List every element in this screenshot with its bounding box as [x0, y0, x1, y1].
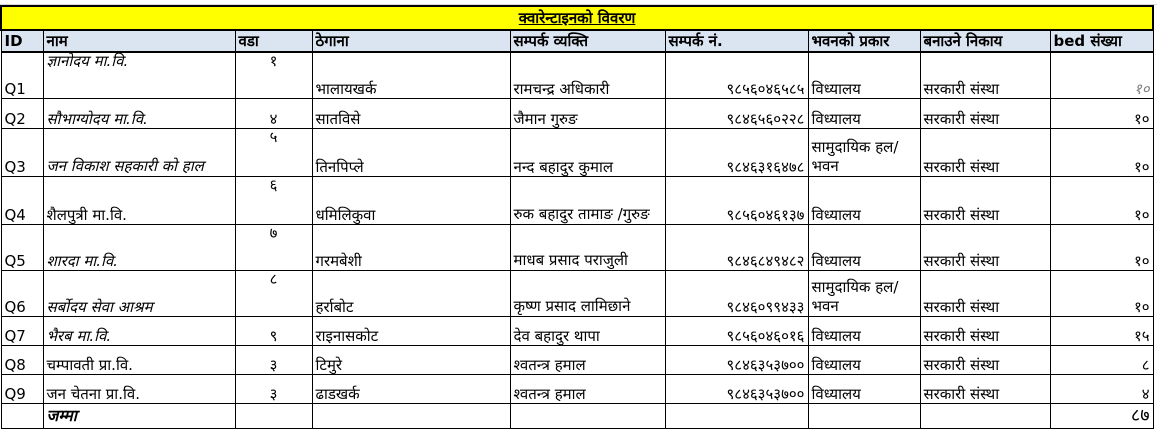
cell-building[interactable]: सामुदायिक हल/भवन	[808, 128, 920, 176]
cell-phone[interactable]: ९८४६५६०२२८	[665, 98, 808, 128]
cell-ward[interactable]: ४	[235, 98, 312, 128]
cell-ward[interactable]: ६	[235, 176, 312, 224]
table-row	[1, 52, 1153, 98]
cell-building[interactable]: विध्यालय	[808, 176, 920, 224]
cell-beds[interactable]: १०	[1050, 176, 1153, 224]
cell-ward[interactable]: १	[235, 52, 312, 98]
header-name[interactable]: नाम	[43, 30, 235, 52]
cell-address[interactable]: टिमुरे	[312, 345, 510, 374]
table-row	[1, 270, 1153, 316]
cell-beds[interactable]: १०	[1050, 52, 1153, 98]
cell-building[interactable]: विध्यालय	[808, 345, 920, 374]
cell-beds[interactable]: ४	[1050, 374, 1153, 403]
cell-name[interactable]: जन चेतना प्रा.वि.	[43, 374, 235, 403]
cell-id[interactable]: Q4	[1, 176, 43, 224]
cell-address[interactable]: तिनपिप्ले	[312, 128, 510, 176]
cell-phone[interactable]: ९८५६०४६१३७	[665, 176, 808, 224]
table-row	[1, 345, 1153, 374]
total-empty-cell[interactable]	[235, 403, 312, 428]
cell-ward[interactable]: ९	[235, 316, 312, 345]
cell-id[interactable]: Q5	[1, 224, 43, 270]
cell-beds[interactable]: १०	[1050, 128, 1153, 176]
table-row	[1, 128, 1153, 176]
table-title: क्वारेन्टाइनको विवरण	[518, 8, 636, 27]
cell-name[interactable]: सौभाग्योदय मा.वि.	[43, 98, 235, 128]
cell-name[interactable]: ज्ञानोदय मा.वि.	[43, 52, 235, 98]
cell-beds[interactable]: ८	[1050, 345, 1153, 374]
cell-id[interactable]: Q8	[1, 345, 43, 374]
cell-name[interactable]: चम्पावती प्रा.वि.	[43, 345, 235, 374]
cell-address[interactable]: धमिलिकुवा	[312, 176, 510, 224]
cell-ward[interactable]: ८	[235, 270, 312, 316]
cell-id[interactable]: Q3	[1, 128, 43, 176]
cell-building[interactable]: सामुदायिक हल/भवन	[808, 270, 920, 316]
cell-phone[interactable]: ९८४६०९९४३३	[665, 270, 808, 316]
cell-ward[interactable]: ३	[235, 345, 312, 374]
cell-phone[interactable]: ९८५६०४६५८५	[665, 52, 808, 98]
cell-agency[interactable]: सरकारी संस्था	[920, 52, 1050, 98]
cell-address[interactable]: सातविसे	[312, 98, 510, 128]
cell-agency[interactable]: सरकारी संस्था	[920, 224, 1050, 270]
header-contact-person[interactable]: सम्पर्क व्यक्ति	[510, 30, 665, 52]
cell-address[interactable]: गरमबेशी	[312, 224, 510, 270]
cell-ward[interactable]: ७	[235, 224, 312, 270]
cell-beds[interactable]: १०	[1050, 224, 1153, 270]
header-bed-count[interactable]: bed संख्या	[1050, 30, 1153, 52]
table-row	[1, 374, 1153, 403]
header-ward[interactable]: वडा	[235, 30, 312, 52]
cell-ward[interactable]: ५	[235, 128, 312, 176]
cell-building[interactable]: विध्यालय	[808, 374, 920, 403]
header-contact-number[interactable]: सम्पर्क नं.	[665, 30, 808, 52]
cell-agency[interactable]: सरकारी संस्था	[920, 176, 1050, 224]
total-empty-cell[interactable]	[312, 403, 510, 428]
total-empty-cell[interactable]	[510, 403, 665, 428]
cell-phone[interactable]: ९८४६३५३७००	[665, 374, 808, 403]
total-beds[interactable]: ८७	[1050, 403, 1153, 428]
cell-ward[interactable]: ३	[235, 374, 312, 403]
header-address[interactable]: ठेगाना	[312, 30, 510, 52]
cell-phone[interactable]: ९८५६०४६०१६	[665, 316, 808, 345]
cell-id[interactable]: Q6	[1, 270, 43, 316]
table-row	[1, 98, 1153, 128]
cell-building[interactable]: विध्यालय	[808, 316, 920, 345]
cell-address[interactable]: राइनासकोट	[312, 316, 510, 345]
table-row	[1, 176, 1153, 224]
quarantine-table	[0, 5, 1154, 429]
cell-id[interactable]: Q7	[1, 316, 43, 345]
header-agency[interactable]: बनाउने निकाय	[920, 30, 1050, 52]
cell-name[interactable]: शैलपुत्री मा.वि.	[43, 176, 235, 224]
cell-name[interactable]: शारदा मा.वि.	[43, 224, 235, 270]
total-empty-cell[interactable]	[808, 403, 920, 428]
cell-contact[interactable]: रामचन्द्र अधिकारी	[510, 52, 665, 98]
cell-building[interactable]: विध्यालय	[808, 98, 920, 128]
cell-agency[interactable]: सरकारी संस्था	[920, 270, 1050, 316]
cell-agency[interactable]: सरकारी संस्था	[920, 374, 1050, 403]
cell-phone[interactable]: ९८४६८४९४८२	[665, 224, 808, 270]
cell-contact[interactable]: जैमान गुरुङ	[510, 98, 665, 128]
cell-contact[interactable]: माधब प्रसाद पराजुली	[510, 224, 665, 270]
cell-id[interactable]: Q2	[1, 98, 43, 128]
cell-building[interactable]: विध्यालय	[808, 52, 920, 98]
cell-agency[interactable]: सरकारी संस्था	[920, 128, 1050, 176]
cell-contact[interactable]: नन्द बहादुर कुमाल	[510, 128, 665, 176]
cell-address[interactable]: हर्राबोट	[312, 270, 510, 316]
cell-id[interactable]: Q1	[1, 52, 43, 98]
cell-name[interactable]: सर्बोदय सेवा आश्रम	[43, 270, 235, 316]
cell-address[interactable]: ढाडखर्क	[312, 374, 510, 403]
cell-phone[interactable]: ९८४६३५३७००	[665, 345, 808, 374]
cell-beds[interactable]: १०	[1050, 98, 1153, 128]
table-title-cell[interactable]	[1, 6, 1153, 30]
header-id[interactable]: ID	[1, 30, 43, 52]
cell-name[interactable]: जन विकाश सहकारी को हाल	[43, 128, 235, 176]
header-building-type[interactable]: भवनको प्रकार	[808, 30, 920, 52]
cell-contact[interactable]: कृष्ण प्रसाद लामिछाने	[510, 270, 665, 316]
cell-name[interactable]: भैरब मा.वि.	[43, 316, 235, 345]
total-label[interactable]: जम्मा	[43, 403, 235, 428]
cell-building[interactable]: विध्यालय	[808, 224, 920, 270]
table-row	[1, 316, 1153, 345]
total-empty-cell[interactable]	[665, 403, 808, 428]
cell-beds[interactable]: १०	[1050, 270, 1153, 316]
cell-contact[interactable]: श्वतन्त्र हमाल	[510, 374, 665, 403]
cell-agency[interactable]: सरकारी संस्था	[920, 98, 1050, 128]
table-row	[1, 224, 1153, 270]
total-row	[1, 403, 1153, 428]
header-row	[1, 30, 1153, 52]
cell-contact[interactable]: देव बहादुर थापा	[510, 316, 665, 345]
cell-id[interactable]: Q9	[1, 374, 43, 403]
cell-contact[interactable]: श्वतन्त्र हमाल	[510, 345, 665, 374]
cell-contact[interactable]: रुक बहादुर तामाङ /गुरुङ	[510, 176, 665, 224]
total-empty-cell[interactable]	[1, 403, 43, 428]
cell-address[interactable]: भालायखर्क	[312, 52, 510, 98]
total-empty-cell[interactable]	[920, 403, 1050, 428]
cell-phone[interactable]: ९८४६३१६४७८	[665, 128, 808, 176]
title-row	[1, 6, 1153, 30]
cell-agency[interactable]: सरकारी संस्था	[920, 345, 1050, 374]
cell-beds[interactable]: १५	[1050, 316, 1153, 345]
cell-agency[interactable]: सरकारी संस्था	[920, 316, 1050, 345]
